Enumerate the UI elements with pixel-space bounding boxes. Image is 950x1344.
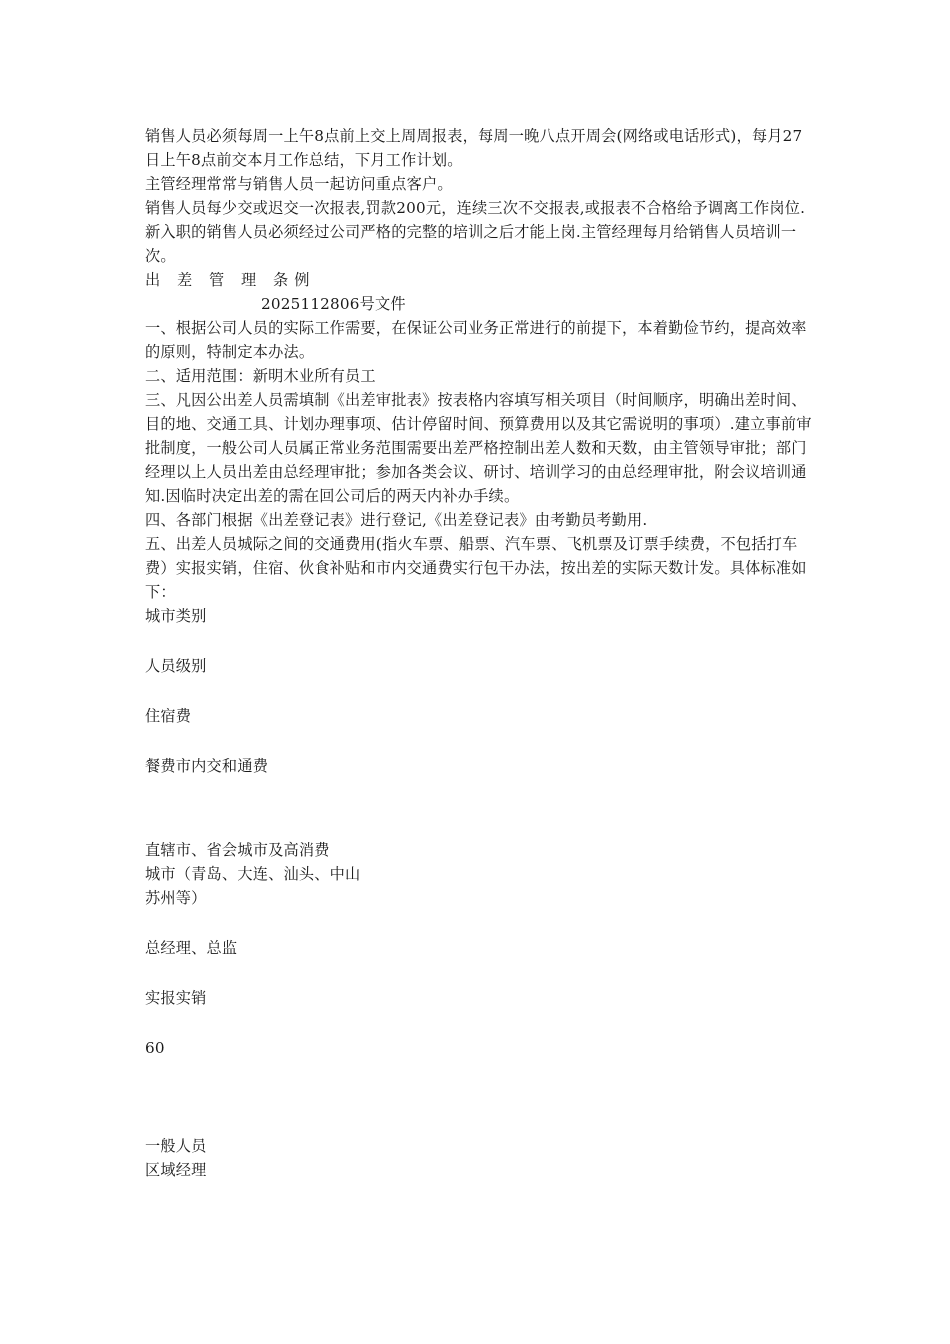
table-level-line: 区域经理 xyxy=(145,1161,207,1179)
table-lodging-value: 实报实销 xyxy=(145,989,207,1007)
clause-2: 二、适用范围：新明木业所有员工 xyxy=(145,367,376,385)
paragraph-training: 新入职的销售人员必须经过公司严格的完整的培训之后才能上岗.主管经理每月给销售人员培训一次。 xyxy=(145,223,797,265)
clause-3: 三、凡因公出差人员需填制《出差审批表》按表格内容填写相关项目（时间顺序，明确出差时间、目的地、交通工具、计划办理事项、估计停留时间、预算费用以及其它需说明的事项）.建立事前审批制度，一般公司人员属正常业务范围需要出差严格控制出差人数和天数，由主管领导审批；部门经理以上人员出差由总经理审批；参加各类会议、研讨、培训学习的由总经理审批，附会议培训通知.因临时决定出差的需在回公司后的两天内补办手续。 xyxy=(145,391,812,505)
regulation-doc-number: 2025112806号文件 xyxy=(261,295,406,313)
table-city-line: 直辖市、省会城市及高消费 xyxy=(145,841,330,859)
paragraph-weekly-report: 销售人员必须每周一上午8点前上交上周周报表，每周一晚八点开周会(网络或电话形式)，每月27日上午8点前交本月工作总结，下月工作计划。 xyxy=(145,127,803,169)
table-header-meal-transport: 餐费市内交和通费 xyxy=(145,757,269,775)
clause-5: 五、出差人员城际之间的交通费用(指火车票、船票、汽车票、飞机票及订票手续费，不包括打车费）实报实销，住宿、伙食补贴和市内交通费实行包干办法，按出差的实际天数计发。具体标准如下： xyxy=(145,535,807,601)
clause-4: 四、各部门根据《出差登记表》进行登记,《出差登记表》由考勤员考勤用. xyxy=(145,511,648,529)
table-header-staff-level: 人员级别 xyxy=(145,657,207,675)
paragraph-client-visit: 主管经理常常与销售人员一起访问重点客户。 xyxy=(145,175,453,193)
table-level-executive: 总经理、总监 xyxy=(145,939,238,957)
table-header-lodging: 住宿费 xyxy=(145,707,192,725)
table-level-line: 一般人员 xyxy=(145,1137,207,1155)
clause-1: 一、根据公司人员的实际工作需要，在保证公司业务正常进行的前提下，本着勤俭节约，提高效率的原则，特制定本办法。 xyxy=(145,319,807,361)
paragraph-report-penalty: 销售人员每少交或迟交一次报表,罚款200元，连续三次不交报表,或报表不合格给予调离工作岗位. xyxy=(145,199,806,217)
table-city-line: 苏州等） xyxy=(145,889,207,907)
table-city-line: 城市（青岛、大连、汕头、中山 xyxy=(145,865,361,883)
expense-table xyxy=(145,604,813,1182)
table-meal-value: 60 xyxy=(145,1039,165,1057)
table-header-city-category: 城市类别 xyxy=(145,607,207,625)
regulation-title: 出 差 管 理 条例 xyxy=(145,271,316,289)
document-page xyxy=(145,124,813,1182)
